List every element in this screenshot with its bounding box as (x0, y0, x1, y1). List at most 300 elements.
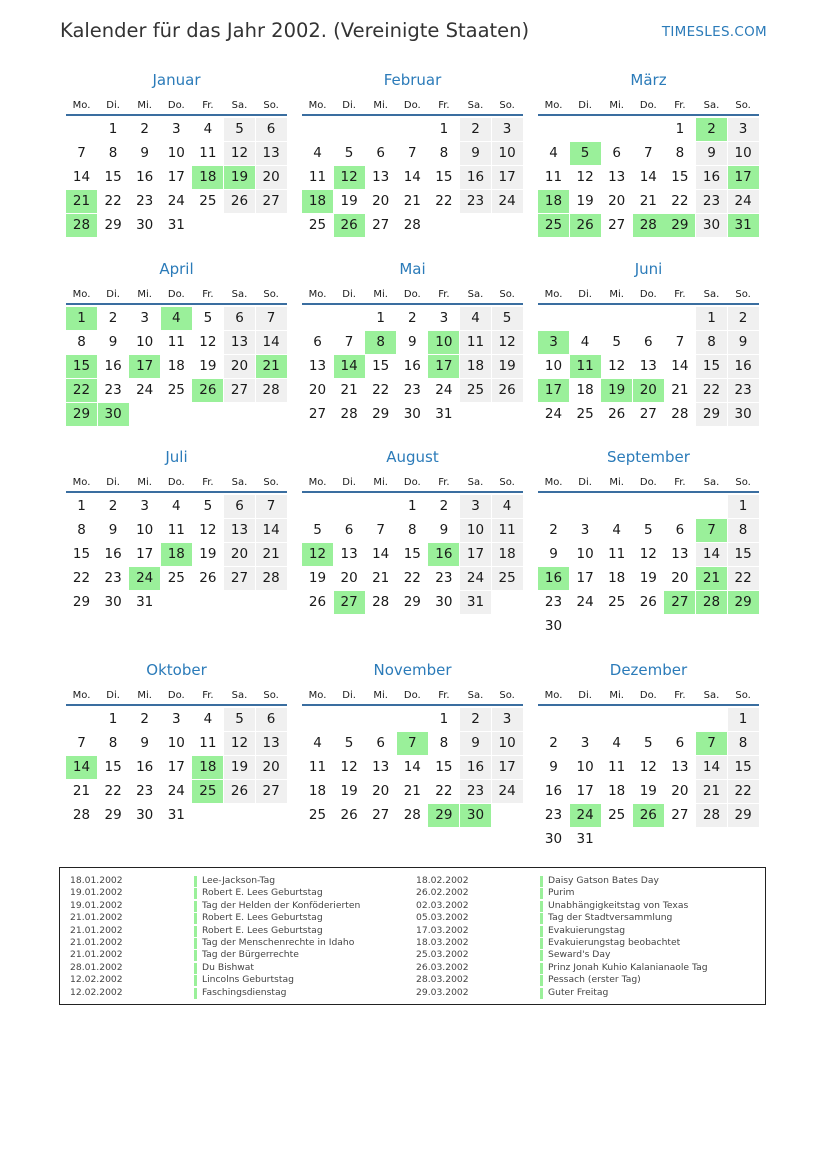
holiday-day: 29 (66, 403, 97, 426)
holiday-day: 20 (633, 379, 664, 402)
day-cell: 31 (435, 406, 453, 422)
day-cell: 16 (403, 358, 421, 374)
holiday-name: Tag der Bürgerrechte (202, 949, 299, 961)
day-cell: 29 (104, 217, 122, 233)
day-cell: 4 (612, 522, 621, 538)
day-cell: 31 (460, 591, 491, 614)
day-cell: 26 (308, 594, 327, 610)
weekday-header (66, 690, 287, 706)
day-cell: 8 (77, 334, 86, 350)
holiday-day: 29 (428, 804, 459, 827)
day-cell: 7 (77, 735, 86, 751)
day-cell: 28 (340, 406, 358, 422)
day-cell: 12 (576, 169, 594, 185)
day-cell: 15 (72, 546, 91, 562)
weekday-label: Sa. (467, 289, 484, 300)
day-cell: 6 (644, 334, 653, 350)
weekday-label: Di. (578, 289, 592, 300)
weekday-label: So. (499, 100, 515, 111)
holiday-day: 19 (224, 166, 255, 189)
holiday-marker (194, 901, 197, 912)
holiday-row (416, 925, 756, 937)
weekday-label: Mi. (609, 477, 624, 488)
day-cell: 6 (376, 735, 385, 751)
month-name: März (630, 71, 667, 89)
holiday-date: 17.03.2002 (416, 924, 469, 936)
weekday-label: Mo. (544, 289, 563, 300)
day-cell: 22 (696, 379, 727, 402)
holiday-day: 14 (334, 355, 365, 378)
weekday-header (538, 289, 759, 305)
holiday-name: Purim (548, 887, 575, 899)
holiday-day: 17 (538, 379, 569, 402)
day-cell: 2 (108, 310, 118, 326)
day-cell: 4 (612, 735, 621, 751)
day-cell: 30 (136, 807, 154, 823)
weekday-label: Di. (342, 100, 356, 111)
holiday-day: 18 (161, 543, 192, 566)
day-cell: 5 (644, 735, 653, 751)
day-cell: 31 (167, 807, 185, 823)
weekday-label: Mo. (72, 477, 91, 488)
day-cell: 29 (104, 807, 122, 823)
day-cell: 16 (136, 759, 154, 775)
holiday-day: 29 (664, 214, 695, 237)
day-cell: 29 (72, 594, 91, 610)
month-name: November (373, 661, 452, 679)
weekday-label: Di. (342, 289, 356, 300)
day-cell: 27 (608, 217, 626, 233)
holiday-day: 21 (256, 355, 287, 378)
weekday-header (302, 690, 523, 706)
day-cell: 22 (435, 193, 453, 209)
day-cell: 5 (203, 310, 213, 326)
day-cell: 21 (403, 193, 421, 209)
day-cell: 12 (639, 546, 657, 562)
day-cell: 14 (639, 169, 657, 185)
month-name: Mai (399, 260, 426, 278)
day-cell: 4 (313, 145, 322, 161)
day-cell: 22 (104, 783, 122, 799)
holiday-day: 16 (428, 543, 459, 566)
holiday-marker (194, 950, 197, 961)
holiday-day: 25 (538, 214, 569, 237)
day-cell: 12 (639, 759, 657, 775)
day-cell: 28 (372, 594, 390, 610)
holiday-day: 5 (570, 142, 601, 165)
day-cell: 11 (199, 735, 217, 751)
day-cell: 2 (549, 735, 558, 751)
holiday-name: Tag der Stadtversammlung (548, 912, 673, 924)
brand-link[interactable]: TIMESLES.COM (661, 24, 767, 40)
day-cell: 19 (492, 355, 523, 378)
day-cell: 31 (167, 217, 185, 233)
holiday-marker (540, 975, 543, 986)
weekday-label: Mi. (373, 100, 388, 111)
day-cell: 19 (308, 570, 327, 586)
day-cell: 19 (576, 193, 594, 209)
holiday-day: 22 (66, 379, 97, 402)
holiday-day: 21 (696, 567, 727, 590)
day-cell: 11 (199, 145, 217, 161)
day-cell: 1 (728, 495, 759, 518)
holiday-day: 18 (302, 190, 333, 213)
day-cell: 15 (728, 756, 759, 779)
day-cell: 13 (256, 142, 287, 165)
day-cell: 7 (675, 334, 685, 350)
holiday-column (70, 875, 410, 999)
day-cell: 15 (728, 543, 759, 566)
holiday-marker (194, 963, 197, 974)
weekday-label: Mi. (609, 289, 624, 300)
day-cell: 5 (313, 522, 322, 538)
day-cell: 6 (376, 145, 385, 161)
weekday-label: Mo. (308, 690, 327, 701)
day-cell: 28 (403, 217, 421, 233)
holiday-name: Evakuierungstag (548, 924, 626, 936)
day-cell: 10 (576, 546, 594, 562)
holiday-day: 24 (570, 804, 601, 827)
day-cell: 17 (167, 759, 185, 775)
day-cell: 26 (639, 594, 657, 610)
day-cell: 16 (696, 166, 727, 189)
weekday-label: Sa. (703, 477, 720, 488)
day-cell: 21 (72, 783, 91, 799)
holiday-day: 1 (66, 307, 97, 330)
holiday-day: 30 (460, 804, 491, 827)
day-cell: 28 (403, 807, 421, 823)
day-cell: 3 (172, 711, 181, 727)
day-cell: 9 (460, 142, 491, 165)
weekday-label: Di. (106, 100, 120, 111)
holiday-name: Du Bishwat (202, 961, 255, 973)
day-cell: 14 (256, 331, 287, 354)
day-cell: 27 (308, 406, 327, 422)
holiday-row (70, 900, 410, 912)
weekday-label: Do. (167, 100, 185, 111)
day-cell: 7 (408, 145, 417, 161)
weekday-label: Mo. (72, 100, 91, 111)
day-cell: 9 (696, 142, 727, 165)
holiday-day: 31 (728, 214, 759, 237)
weekday-label: Do. (167, 690, 185, 701)
holiday-day: 27 (664, 591, 695, 614)
day-cell: 19 (340, 193, 358, 209)
day-cell: 25 (608, 594, 626, 610)
day-cell: 4 (172, 498, 181, 514)
day-cell: 8 (728, 732, 759, 755)
weekday-label: Mi. (373, 289, 388, 300)
weekday-label: Sa. (231, 100, 248, 111)
weekday-label: So. (735, 690, 751, 701)
holiday-row (416, 974, 756, 986)
day-cell: 17 (460, 543, 491, 566)
day-cell: 2 (140, 121, 149, 137)
holiday-row (416, 949, 756, 961)
day-cell: 18 (608, 570, 626, 586)
day-cell: 7 (256, 307, 287, 330)
day-cell: 19 (224, 756, 255, 779)
weekday-label: Mi. (137, 289, 152, 300)
holiday-day: 29 (728, 591, 759, 614)
day-cell: 27 (671, 807, 689, 823)
weekday-label: Fr. (674, 477, 686, 488)
day-cell: 26 (224, 780, 255, 803)
day-cell: 4 (580, 334, 590, 350)
weekday-label: Sa. (231, 477, 248, 488)
weekday-label: Fr. (438, 100, 450, 111)
holiday-row (416, 912, 756, 924)
day-cell: 23 (136, 783, 154, 799)
day-cell: 20 (224, 543, 255, 566)
day-cell: 6 (256, 118, 287, 141)
weekday-label: So. (499, 477, 515, 488)
day-cell: 24 (136, 382, 154, 398)
day-cell: 21 (671, 382, 689, 398)
weekday-header (538, 690, 759, 706)
day-cell: 4 (313, 735, 322, 751)
day-cell: 12 (199, 334, 217, 350)
day-cell: 23 (544, 594, 563, 610)
day-cell: 16 (728, 355, 759, 378)
weekday-label: Mo. (544, 477, 563, 488)
weekday-label: So. (499, 690, 515, 701)
weekday-label: Mo. (544, 690, 563, 701)
holiday-marker (540, 913, 543, 924)
day-cell: 7 (644, 145, 653, 161)
month-name: Dezember (609, 661, 688, 679)
weekday-label: So. (263, 477, 279, 488)
day-cell: 20 (671, 570, 689, 586)
weekday-label: Sa. (467, 477, 484, 488)
day-cell: 25 (460, 379, 491, 402)
holiday-name: Evakuierungstag beobachtet (548, 936, 681, 948)
holiday-row (416, 962, 756, 974)
holiday-row (70, 987, 410, 999)
holiday-marker (194, 888, 197, 899)
day-cell: 25 (199, 193, 217, 209)
holiday-table (59, 867, 766, 1005)
holiday-name: Lincolns Geburtstag (202, 974, 294, 986)
day-cell: 22 (372, 382, 390, 398)
holiday-marker (540, 888, 543, 899)
month-name: Juli (165, 448, 188, 466)
holiday-day: 26 (192, 379, 223, 402)
holiday-day: 30 (98, 403, 129, 426)
day-cell: 6 (675, 522, 685, 538)
holiday-row (70, 949, 410, 961)
day-cell: 17 (576, 570, 594, 586)
day-cell: 13 (256, 732, 287, 755)
day-cell: 30 (136, 217, 154, 233)
day-cell: 30 (104, 594, 122, 610)
holiday-name: Guter Freitag (548, 986, 609, 998)
holiday-day: 4 (161, 307, 192, 330)
day-cell: 6 (224, 307, 255, 330)
day-cell: 25 (308, 807, 327, 823)
weekday-label: Sa. (703, 289, 720, 300)
holiday-day: 12 (334, 166, 365, 189)
day-cell: 28 (696, 804, 727, 827)
day-cell: 2 (439, 498, 449, 514)
holiday-day: 10 (428, 331, 459, 354)
day-cell: 27 (372, 217, 390, 233)
month-name: Februar (383, 71, 442, 89)
holiday-row (70, 875, 410, 887)
weekday-header (538, 477, 759, 493)
holiday-date: 26.03.2002 (416, 961, 469, 973)
weekday-label: Di. (578, 477, 592, 488)
day-cell: 1 (675, 121, 685, 137)
day-cell: 5 (644, 522, 653, 538)
holiday-marker (540, 938, 543, 949)
day-cell: 9 (549, 759, 558, 775)
day-cell: 3 (728, 118, 759, 141)
weekday-label: Do. (167, 289, 185, 300)
weekday-label: So. (735, 477, 751, 488)
day-cell: 11 (492, 519, 523, 542)
holiday-date: 02.03.2002 (416, 899, 469, 911)
holiday-day: 7 (696, 732, 727, 755)
day-cell: 12 (340, 759, 358, 775)
weekday-label: Mi. (137, 100, 152, 111)
day-cell: 3 (460, 495, 491, 518)
day-cell: 7 (376, 522, 385, 538)
day-cell: 17 (576, 783, 594, 799)
day-cell: 1 (376, 310, 385, 326)
day-cell: 30 (544, 831, 563, 847)
holiday-name: Pessach (erster Tag) (548, 974, 641, 986)
weekday-header (302, 477, 523, 493)
day-cell: 16 (460, 756, 491, 779)
holiday-day: 17 (129, 355, 160, 378)
holiday-day: 15 (66, 355, 97, 378)
day-cell: 11 (608, 759, 626, 775)
day-cell: 6 (313, 334, 322, 350)
day-cell: 28 (671, 406, 689, 422)
day-cell: 20 (372, 783, 390, 799)
day-cell: 2 (408, 310, 417, 326)
weekday-label: Do. (403, 477, 421, 488)
day-cell: 23 (136, 193, 154, 209)
day-cell: 22 (104, 193, 122, 209)
day-cell: 9 (108, 334, 118, 350)
day-cell: 4 (492, 495, 523, 518)
day-cell: 23 (544, 807, 563, 823)
weekday-label: Mo. (72, 690, 91, 701)
day-cell: 1 (77, 498, 86, 514)
holiday-name: Robert E. Lees Geburtstag (202, 924, 323, 936)
day-cell: 29 (372, 406, 390, 422)
holiday-marker (194, 988, 197, 999)
holiday-row (70, 962, 410, 974)
day-cell: 31 (136, 594, 154, 610)
holiday-name: Seward's Day (548, 949, 611, 961)
day-cell: 20 (256, 756, 287, 779)
weekday-label: Do. (403, 100, 421, 111)
day-cell: 3 (172, 121, 181, 137)
day-cell: 9 (140, 735, 149, 751)
day-cell: 15 (403, 546, 421, 562)
holiday-day: 27 (334, 591, 365, 614)
day-cell: 2 (728, 307, 759, 330)
holiday-day: 25 (192, 780, 223, 803)
weekday-label: Mi. (373, 477, 388, 488)
day-cell: 10 (460, 519, 491, 542)
day-cell: 9 (108, 522, 118, 538)
day-cell: 20 (671, 783, 689, 799)
day-cell: 1 (696, 307, 727, 330)
day-cell: 5 (203, 498, 213, 514)
day-cell: 20 (308, 382, 327, 398)
day-cell: 23 (696, 190, 727, 213)
holiday-day: 21 (66, 190, 97, 213)
weekday-label: So. (263, 690, 279, 701)
weekday-label: So. (735, 100, 751, 111)
day-cell: 3 (492, 708, 523, 731)
day-cell: 7 (344, 334, 354, 350)
day-cell: 20 (256, 166, 287, 189)
day-cell: 24 (167, 193, 185, 209)
weekday-header (538, 100, 759, 116)
day-cell: 22 (671, 193, 689, 209)
holiday-marker (540, 963, 543, 974)
day-cell: 11 (544, 169, 563, 185)
day-cell: 25 (308, 217, 327, 233)
weekday-label: Do. (639, 477, 657, 488)
holiday-marker (194, 876, 197, 887)
day-cell: 29 (403, 594, 421, 610)
holiday-name: Prinz Jonah Kuhio Kalanianaole Tag (548, 961, 708, 973)
day-cell: 4 (203, 711, 213, 727)
day-cell: 14 (403, 169, 421, 185)
holiday-day: 17 (428, 355, 459, 378)
day-cell: 9 (728, 331, 759, 354)
day-cell: 30 (403, 406, 421, 422)
holiday-day: 18 (538, 190, 569, 213)
holiday-marker (540, 901, 543, 912)
day-cell: 13 (608, 169, 626, 185)
day-cell: 14 (403, 759, 421, 775)
weekday-label: Mo. (308, 100, 327, 111)
day-cell: 30 (728, 403, 759, 426)
weekday-label: Di. (342, 477, 356, 488)
weekday-label: Fr. (202, 289, 214, 300)
weekday-label: Fr. (674, 690, 686, 701)
weekday-label: Mo. (72, 289, 91, 300)
day-cell: 16 (104, 546, 122, 562)
month-name: Januar (152, 71, 201, 89)
holiday-name: Lee-Jackson-Tag (202, 875, 276, 886)
day-cell: 19 (639, 783, 657, 799)
day-cell: 10 (136, 334, 154, 350)
day-cell: 30 (435, 594, 453, 610)
day-cell: 22 (728, 780, 759, 803)
weekday-label: Fr. (202, 690, 214, 701)
day-cell: 5 (344, 145, 354, 161)
weekday-label: Di. (106, 477, 120, 488)
holiday-day: 18 (192, 166, 223, 189)
weekday-label: Do. (639, 100, 657, 111)
day-cell: 15 (435, 169, 453, 185)
day-cell: 6 (224, 495, 255, 518)
day-cell: 12 (199, 522, 217, 538)
weekday-label: Di. (578, 690, 592, 701)
day-cell: 10 (136, 522, 154, 538)
holiday-row (70, 974, 410, 986)
day-cell: 2 (460, 118, 491, 141)
day-cell: 24 (492, 780, 523, 803)
